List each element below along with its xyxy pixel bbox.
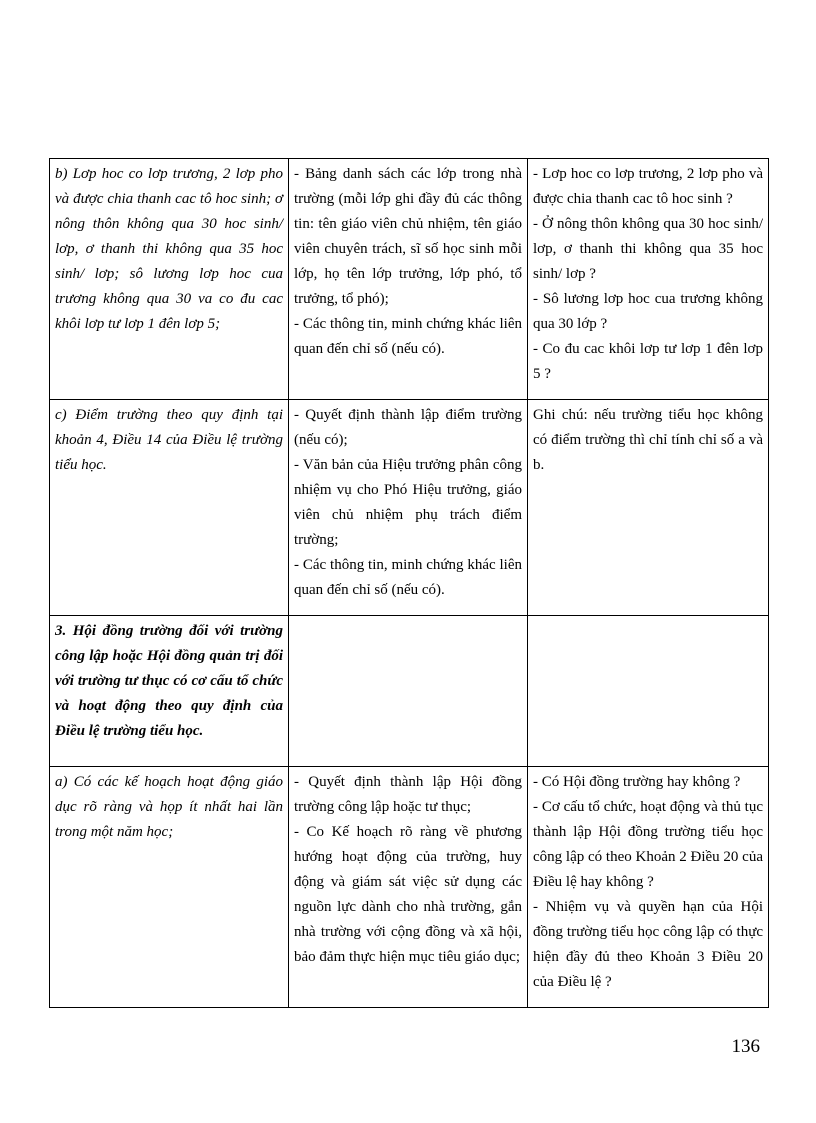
criterion-text: b) Lơp hoc co lơp trương, 2 lơp pho và được chia thanh cac tô hoc sinh; ơ nông thôn không qua 30 hoc sinh/ lơp, ơ thanh thi không qua 35 hoc sinh/ lơp; sô lương lơp hoc cua trương không qua 30 va co đu cac khôi lơp tư lơp 1 đên lơp 5;	[55, 166, 283, 332]
criterion-text: a) Có các kế hoạch hoạt động giáo dục rõ ràng và họp ít nhất hai lần trong một năm học;	[55, 774, 283, 840]
question-item: - Có Hội đồng trường hay không ?	[533, 774, 741, 790]
criteria-table	[49, 158, 769, 1008]
page-number: 136	[731, 1036, 760, 1057]
evidence-cell	[289, 400, 528, 616]
evidence-item: - Bảng danh sách các lớp trong nhà trường (mỗi lớp ghi đầy đủ các thông tin: tên giáo viên chủ nhiệm, tên giáo viên chuyên trách, sĩ số học sinh mỗi lớp, họ tên lớp trưởng, lớp phó, tổ trưởng, tổ phó);	[294, 166, 522, 307]
question-cell	[528, 159, 769, 400]
question-item: - Cơ cấu tổ chức, hoạt động và thủ tục thành lập Hội đồng trường tiểu học công lập có theo Khoản 2 Điều 20 của Điều lệ hay không ?	[533, 799, 763, 890]
question-item: - Co đu cac khôi lơp tư lơp 1 đên lơp 5 ?	[533, 341, 763, 382]
empty-cell	[289, 616, 528, 767]
evidence-cell	[289, 767, 528, 1008]
evidence-item: - Văn bản của Hiệu trưởng phân công nhiệm vụ cho Phó Hiệu trưởng, giáo viên chủ nhiệm phụ trách điểm trường;	[294, 457, 522, 548]
question-item: - Nhiệm vụ và quyền hạn của Hội đồng trường tiểu học công lập có thực hiện đầy đủ theo Khoản 3 Điều 20 của Điều lệ ?	[533, 899, 763, 990]
criterion-text: c) Điểm trường theo quy định tại khoản 4, Điều 14 của Điều lệ trường tiểu học.	[55, 407, 283, 473]
criterion-cell	[50, 400, 289, 616]
evidence-item: - Quyết định thành lập điểm trường (nếu có);	[294, 407, 522, 448]
question-item: - Sô lương lơp hoc cua trương không qua 30 lớp ?	[533, 291, 763, 332]
question-item: - Ở nông thôn không qua 30 hoc sinh/ lơp, ơ thanh thi không qua 35 hoc sinh/ lơp ?	[533, 216, 763, 282]
empty-cell	[528, 616, 769, 767]
question-item: - Lơp hoc co lơp trương, 2 lơp pho và được chia thanh cac tô hoc sinh ?	[533, 166, 763, 207]
table-row	[50, 616, 769, 767]
table-row	[50, 400, 769, 616]
evidence-item: - Các thông tin, minh chứng khác liên quan đến chỉ số (nếu có).	[294, 557, 522, 598]
criterion-cell	[50, 767, 289, 1008]
evidence-item: - Co Kế hoạch rõ ràng về phương hướng hoạt động của trường, huy động và giám sát việc sử dụng các nguồn lực dành cho nhà trường, gắn nhà trường với cộng đồng và xã hội, bảo đảm thực hiện mục tiêu giáo dục;	[294, 824, 522, 965]
section-heading-cell	[50, 616, 289, 767]
question-cell	[528, 400, 769, 616]
table-row	[50, 767, 769, 1008]
table-row	[50, 159, 769, 400]
question-cell	[528, 767, 769, 1008]
note-text: Ghi chú: nếu trường tiểu học không có điểm trường thì chỉ tính chỉ số a và b.	[533, 407, 763, 473]
evidence-item: - Quyết định thành lập Hội đồng trường công lập hoặc tư thục;	[294, 774, 522, 815]
evidence-cell	[289, 159, 528, 400]
evidence-item: - Các thông tin, minh chứng khác liên quan đến chỉ số (nếu có).	[294, 316, 522, 357]
section-heading: 3. Hội đồng trường đối với trường công lập hoặc Hội đồng quản trị đối với trường tư thục có cơ cấu tổ chức và hoạt động theo quy định của Điều lệ trường tiểu học.	[55, 623, 283, 739]
criterion-cell	[50, 159, 289, 400]
